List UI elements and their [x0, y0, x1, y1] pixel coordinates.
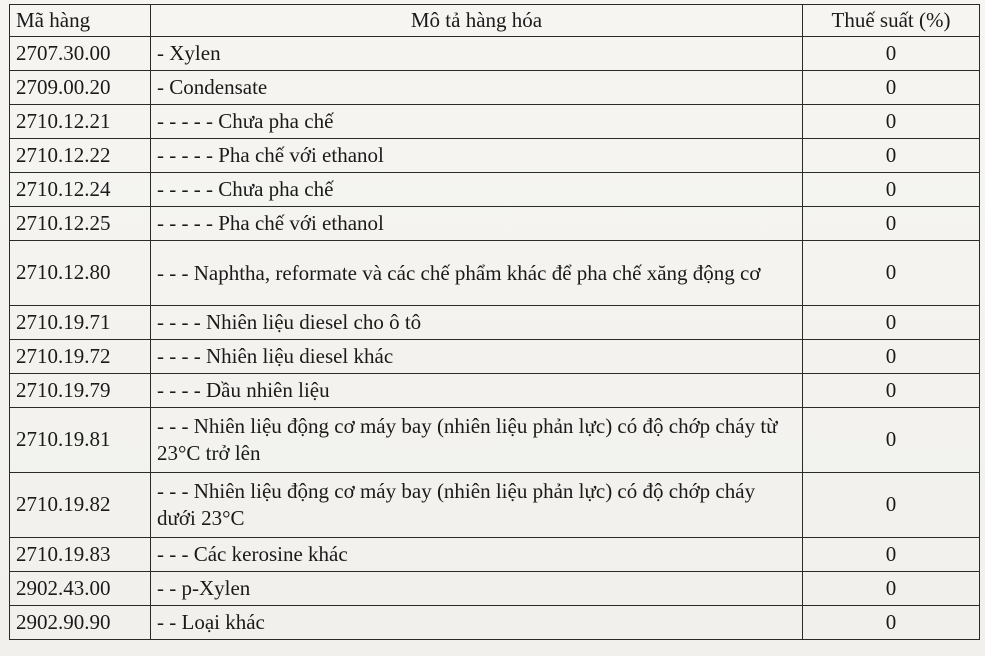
cell-code: 2710.12.21: [10, 105, 151, 139]
table-row: [10, 538, 980, 572]
cell-description: - - - - Nhiên liệu diesel cho ô tô: [151, 306, 803, 340]
cell-description: - - - - - Pha chế với ethanol: [151, 207, 803, 241]
table-row: [10, 473, 980, 538]
cell-description: - - p-Xylen: [151, 572, 803, 606]
table-row: [10, 306, 980, 340]
table-row: [10, 408, 980, 473]
cell-rate: 0: [803, 374, 980, 408]
cell-code: 2710.12.80: [10, 241, 151, 306]
cell-rate: 0: [803, 105, 980, 139]
table-row: [10, 207, 980, 241]
cell-rate: 0: [803, 37, 980, 71]
cell-code: 2710.19.81: [10, 408, 151, 473]
cell-description: - - Loại khác: [151, 606, 803, 640]
cell-code: 2710.19.71: [10, 306, 151, 340]
cell-rate: 0: [803, 241, 980, 306]
cell-description: - - - - Dầu nhiên liệu: [151, 374, 803, 408]
column-header-description: Mô tả hàng hóa: [151, 5, 803, 37]
tariff-table: [9, 4, 980, 640]
cell-description: - - - Nhiên liệu động cơ máy bay (nhiên liệu phản lực) có độ chớp cháy từ 23°C trở lên: [151, 408, 803, 473]
cell-rate: 0: [803, 173, 980, 207]
table-row: [10, 340, 980, 374]
table-row: [10, 37, 980, 71]
cell-rate: 0: [803, 473, 980, 538]
table-row: [10, 173, 980, 207]
cell-code: 2710.19.83: [10, 538, 151, 572]
cell-description: - - - - Nhiên liệu diesel khác: [151, 340, 803, 374]
table-row: [10, 606, 980, 640]
table-row: [10, 105, 980, 139]
cell-rate: 0: [803, 408, 980, 473]
cell-code: 2902.90.90: [10, 606, 151, 640]
table-row: [10, 374, 980, 408]
cell-code: 2709.00.20: [10, 71, 151, 105]
cell-rate: 0: [803, 606, 980, 640]
table-row: [10, 572, 980, 606]
table-row: [10, 139, 980, 173]
column-header-code: Mã hàng: [10, 5, 151, 37]
cell-code: 2710.12.24: [10, 173, 151, 207]
cell-code: 2710.19.72: [10, 340, 151, 374]
cell-description: - - - Các kerosine khác: [151, 538, 803, 572]
cell-rate: 0: [803, 572, 980, 606]
cell-code: 2710.12.25: [10, 207, 151, 241]
table-row: [10, 71, 980, 105]
cell-rate: 0: [803, 340, 980, 374]
cell-code: 2707.30.00: [10, 37, 151, 71]
cell-rate: 0: [803, 207, 980, 241]
cell-rate: 0: [803, 538, 980, 572]
cell-code: 2710.19.82: [10, 473, 151, 538]
column-header-rate: Thuế suất (%): [803, 5, 980, 37]
table-header-row: [10, 5, 980, 37]
cell-rate: 0: [803, 139, 980, 173]
cell-description: - Condensate: [151, 71, 803, 105]
cell-description: - - - - - Pha chế với ethanol: [151, 139, 803, 173]
cell-code: 2902.43.00: [10, 572, 151, 606]
cell-rate: 0: [803, 306, 980, 340]
cell-description: - - - Naphtha, reformate và các chế phẩm khác để pha chế xăng động cơ: [151, 241, 803, 306]
cell-rate: 0: [803, 71, 980, 105]
cell-code: 2710.12.22: [10, 139, 151, 173]
cell-description: - - - - - Chưa pha chế: [151, 173, 803, 207]
table-row: [10, 241, 980, 306]
cell-description: - Xylen: [151, 37, 803, 71]
cell-code: 2710.19.79: [10, 374, 151, 408]
cell-description: - - - Nhiên liệu động cơ máy bay (nhiên liệu phản lực) có độ chớp cháy dưới 23°C: [151, 473, 803, 538]
cell-description: - - - - - Chưa pha chế: [151, 105, 803, 139]
